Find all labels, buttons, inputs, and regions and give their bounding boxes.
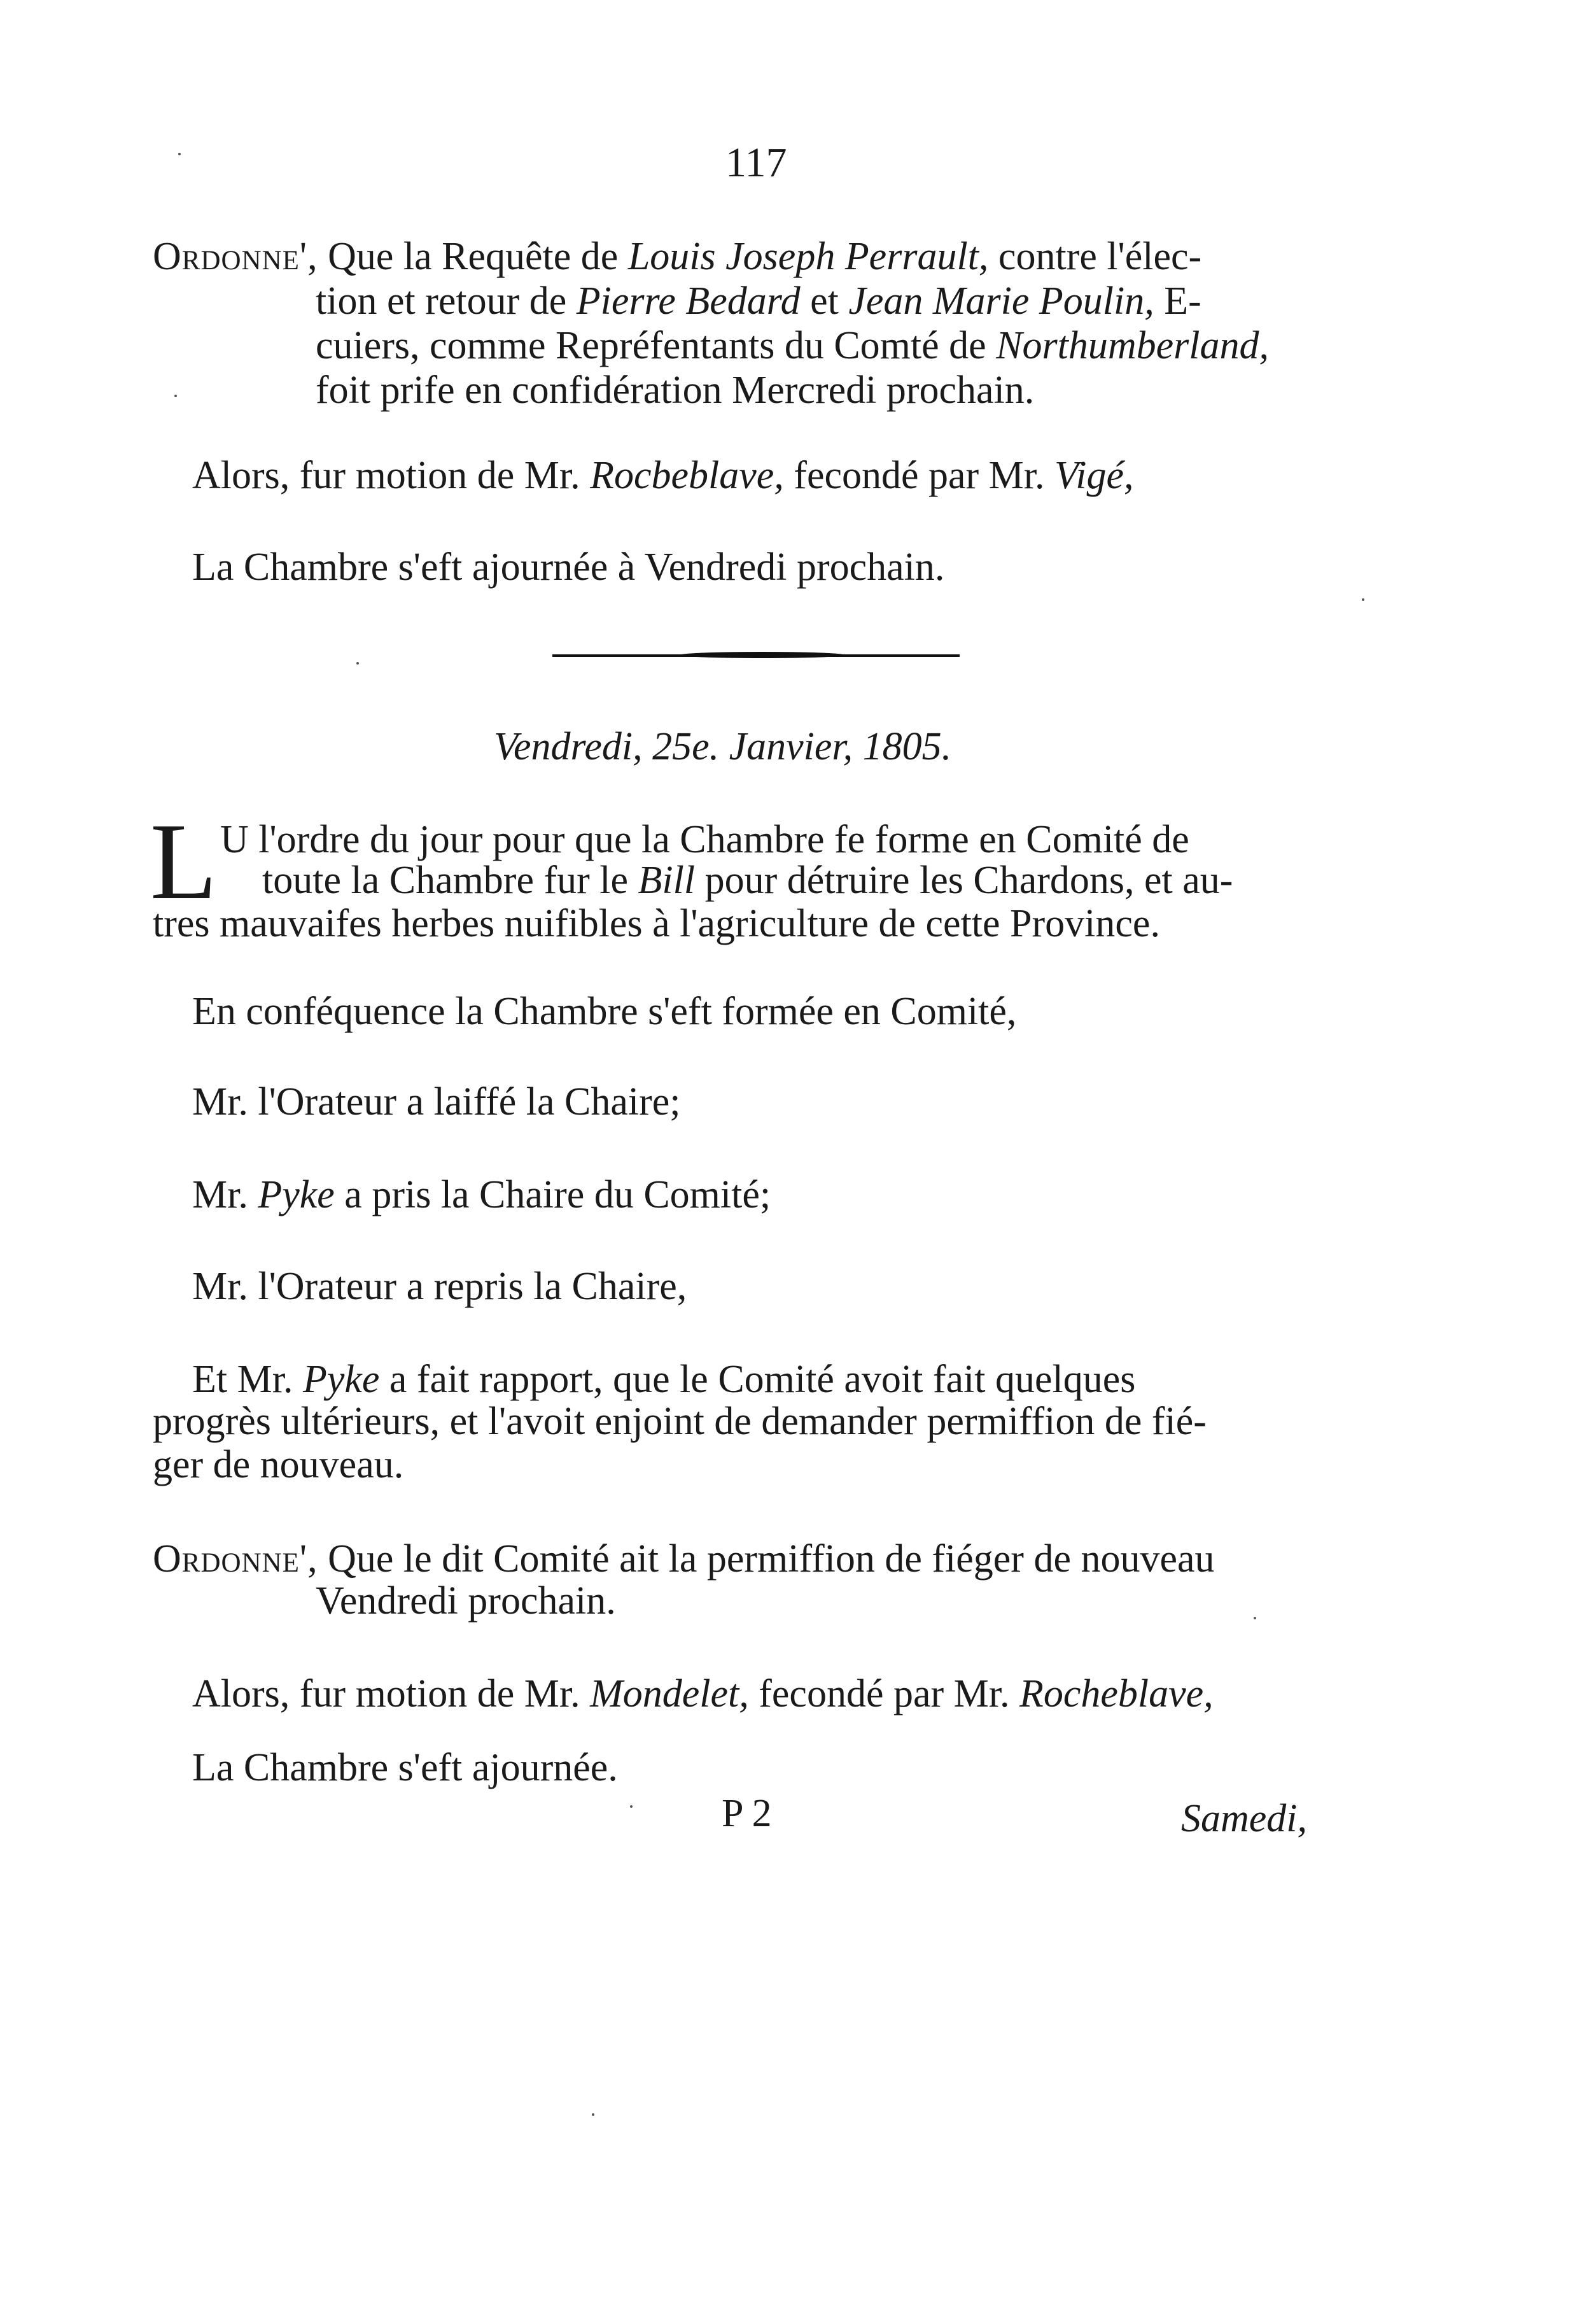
report-line-3 xyxy=(153,1445,403,1484)
ordonne-2-line-2 xyxy=(316,1581,616,1621)
name-run: Rocheblave, xyxy=(1019,1672,1214,1715)
section-rule xyxy=(552,654,960,657)
text-run: cuiers, comme Repréfentants du Comté de xyxy=(316,324,997,367)
scan-speck xyxy=(1254,1617,1256,1619)
catchword: Samedi, xyxy=(1181,1797,1308,1840)
text-run: Mr. xyxy=(192,1173,258,1216)
ordonne-line-4 xyxy=(316,370,1034,410)
text-run: pour détruire les Chardons, et au- xyxy=(695,859,1233,902)
report-line-1 xyxy=(192,1360,1135,1399)
proceeding-line-2 xyxy=(192,1082,681,1122)
proceeding-line-3 xyxy=(192,1175,771,1215)
name-run: Rocbeblave, xyxy=(590,454,784,497)
scan-speck xyxy=(1362,598,1364,601)
text-run: Que la Requête de xyxy=(328,235,628,278)
text-run: et xyxy=(800,279,849,323)
text-run: progrès ultérieurs, et l'avoit enjoint de demander permiffion de fié- xyxy=(153,1400,1207,1443)
signature-mark: P 2 xyxy=(722,1792,772,1835)
text-run: fecondé par Mr. xyxy=(748,1672,1019,1715)
text-run: Vendredi prochain. xyxy=(316,1579,616,1623)
text-run: a pris la Chaire du Comité; xyxy=(334,1173,771,1216)
text-run: E- xyxy=(1154,279,1201,323)
text-run: ger de nouveau. xyxy=(153,1443,404,1486)
page-number: 117 xyxy=(725,139,787,186)
ordonne-label: Ordonne', xyxy=(153,235,318,278)
text-run: fecondé par Mr. xyxy=(783,454,1055,497)
ordonne-line-2 xyxy=(316,281,1201,321)
name-run: Bill xyxy=(638,859,696,902)
text-run: U l'ordre du jour pour que la Chambre fe forme en Comité de xyxy=(220,818,1189,861)
adjourn-line-1: La Chambre s'eft ajournée à Vendredi prochain. xyxy=(192,546,945,589)
name-run: Jean Marie Poulin, xyxy=(848,279,1154,323)
text-run: Que le dit Comité ait la permiffion de fiéger de nouveau xyxy=(328,1537,1215,1581)
text-run: a fait rapport, que le Comité avoit fait quelques xyxy=(379,1358,1136,1401)
name-run: Mondelet, xyxy=(590,1672,749,1715)
name-run: Pierre Bedard xyxy=(576,279,801,323)
ordonne-lead-2 xyxy=(153,1539,1215,1579)
scan-speck xyxy=(178,153,181,155)
text-run: Mr. l'Orateur a laiffé la Chaire; xyxy=(192,1080,681,1123)
adjourn-line-2: La Chambre s'eft ajournée. xyxy=(192,1746,618,1789)
scan-speck xyxy=(592,2113,594,2116)
motion-line-2 xyxy=(192,1674,1214,1714)
text-run: contre l'élec- xyxy=(988,235,1202,278)
text-run: Mr. l'Orateur a repris la Chaire, xyxy=(192,1265,687,1308)
text-run: tres mauvaifes herbes nuifibles à l'agriculture de cette Province. xyxy=(153,902,1160,945)
text-run: Alors, fur motion de Mr. xyxy=(192,454,591,497)
proceeding-line-4 xyxy=(192,1267,687,1306)
text-run: foit prife en confidération Mercredi prochain. xyxy=(316,369,1035,412)
proceeding-line-1 xyxy=(192,992,1016,1031)
name-run: Pyke xyxy=(302,1358,380,1401)
drop-cap: L xyxy=(150,801,218,922)
text-run: toute la Chambre fur le xyxy=(262,859,638,902)
scan-speck xyxy=(630,1805,633,1808)
ordonne-line-3 xyxy=(316,326,1269,365)
text-run: En conféquence la Chambre s'eft formée en Comité, xyxy=(192,990,1017,1033)
name-run: Northumberland, xyxy=(996,324,1270,367)
motion-line-1 xyxy=(192,456,1134,495)
scan-speck xyxy=(356,662,359,665)
order-line-1 xyxy=(220,820,1189,859)
order-line-2 xyxy=(262,861,1233,900)
text-run: tion et retour de xyxy=(316,279,577,323)
name-run: Vigé, xyxy=(1054,454,1134,497)
text-run: Et Mr. xyxy=(192,1358,303,1401)
ordonne-lead-1 xyxy=(153,237,1201,276)
name-run: Pyke xyxy=(258,1173,335,1216)
order-line-3 xyxy=(153,904,1160,943)
ordonne-label: Ordonne', xyxy=(153,1537,318,1581)
report-line-2 xyxy=(153,1402,1207,1441)
date-heading: Vendredi, 25e. Janvier, 1805. xyxy=(494,725,952,768)
scan-speck xyxy=(174,395,177,397)
name-run: Louis Joseph Perrault, xyxy=(627,235,989,278)
text-run: Alors, fur motion de Mr. xyxy=(192,1672,591,1715)
